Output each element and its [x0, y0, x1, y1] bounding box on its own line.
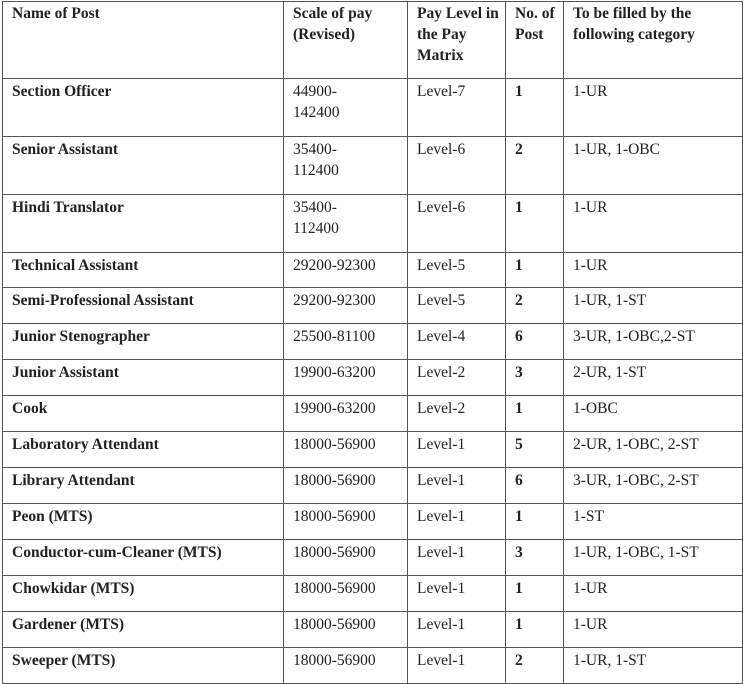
posts-table [2, 1, 743, 684]
pay-scale-cell: 29200-92300 [284, 288, 408, 324]
category-cell: 2-UR, 1-OBC, 2-ST [564, 432, 743, 468]
post-name-cell: Junior Assistant [3, 360, 284, 396]
table-row [3, 468, 743, 504]
post-name-cell: Junior Stenographer [3, 324, 284, 360]
pay-scale-cell: 18000-56900 [284, 612, 408, 648]
category-cell: 3-UR, 1-OBC,2-ST [564, 324, 743, 360]
category-cell: 1-UR [564, 253, 743, 288]
post-count-cell: 6 [506, 324, 564, 360]
post-name-cell: Peon (MTS) [3, 504, 284, 540]
post-count-cell: 1 [506, 79, 564, 137]
pay-level-cell: Level-1 [408, 504, 506, 540]
header-no-of-post: No. of Post [506, 2, 564, 79]
pay-level-cell: Level-2 [408, 360, 506, 396]
post-name-cell: Cook [3, 396, 284, 432]
category-cell: 1-UR, 1-OBC [564, 137, 743, 195]
pay-level-cell: Level-1 [408, 648, 506, 684]
pay-scale-cell: 29200-92300 [284, 253, 408, 288]
category-cell: 3-UR, 1-OBC, 2-ST [564, 468, 743, 504]
post-name-cell: Section Officer [3, 79, 284, 137]
pay-scale-cell: 18000-56900 [284, 540, 408, 576]
post-count-cell: 1 [506, 253, 564, 288]
pay-scale-cell: 25500-81100 [284, 324, 408, 360]
post-name-cell: Technical Assistant [3, 253, 284, 288]
table-row [3, 504, 743, 540]
pay-level-cell: Level-1 [408, 540, 506, 576]
post-count-cell: 2 [506, 288, 564, 324]
table-row [3, 432, 743, 468]
pay-level-cell: Level-6 [408, 195, 506, 253]
category-cell: 1-ST [564, 504, 743, 540]
pay-level-cell: Level-2 [408, 396, 506, 432]
header-scale-of-pay: Scale of pay (Revised) [284, 2, 408, 79]
post-count-cell: 6 [506, 468, 564, 504]
pay-scale-cell: 18000-56900 [284, 504, 408, 540]
post-name-cell: Library Attendant [3, 468, 284, 504]
table-row [3, 79, 743, 137]
category-cell: 1-UR [564, 576, 743, 612]
pay-scale-cell: 18000-56900 [284, 468, 408, 504]
pay-level-cell: Level-5 [408, 253, 506, 288]
pay-level-cell: Level-6 [408, 137, 506, 195]
pay-level-cell: Level-1 [408, 468, 506, 504]
post-count-cell: 3 [506, 360, 564, 396]
pay-level-cell: Level-5 [408, 288, 506, 324]
table-row [3, 360, 743, 396]
category-cell: 2-UR, 1-ST [564, 360, 743, 396]
category-cell: 1-UR, 1-OBC, 1-ST [564, 540, 743, 576]
post-count-cell: 1 [506, 504, 564, 540]
category-cell: 1-UR [564, 612, 743, 648]
pay-level-cell: Level-1 [408, 612, 506, 648]
post-count-cell: 3 [506, 540, 564, 576]
category-cell: 1-UR, 1-ST [564, 648, 743, 684]
post-name-cell: Chowkidar (MTS) [3, 576, 284, 612]
pay-scale-cell: 35400- 112400 [284, 195, 408, 253]
post-name-cell: Conductor-cum-Cleaner (MTS) [3, 540, 284, 576]
category-cell: 1-UR [564, 79, 743, 137]
table-body [3, 79, 743, 684]
table-row [3, 253, 743, 288]
table-row [3, 396, 743, 432]
table-row [3, 324, 743, 360]
header-category: To be filled by the following category [564, 2, 743, 79]
table-row [3, 288, 743, 324]
post-count-cell: 1 [506, 612, 564, 648]
header-name-of-post: Name of Post [3, 2, 284, 79]
pay-level-cell: Level-7 [408, 79, 506, 137]
pay-scale-cell: 19900-63200 [284, 360, 408, 396]
pay-level-cell: Level-4 [408, 324, 506, 360]
post-count-cell: 1 [506, 396, 564, 432]
table-row [3, 195, 743, 253]
pay-level-cell: Level-1 [408, 576, 506, 612]
pay-scale-cell: 18000-56900 [284, 648, 408, 684]
pay-scale-cell: 44900- 142400 [284, 79, 408, 137]
pay-scale-cell: 19900-63200 [284, 396, 408, 432]
category-cell: 1-UR [564, 195, 743, 253]
header-row [3, 2, 743, 79]
post-name-cell: Hindi Translator [3, 195, 284, 253]
post-count-cell: 2 [506, 137, 564, 195]
post-name-cell: Semi-Professional Assistant [3, 288, 284, 324]
pay-scale-cell: 35400- 112400 [284, 137, 408, 195]
table-row [3, 612, 743, 648]
table-row [3, 576, 743, 612]
post-count-cell: 2 [506, 648, 564, 684]
table-row [3, 137, 743, 195]
post-count-cell: 1 [506, 576, 564, 612]
header-pay-level: Pay Level in the Pay Matrix [408, 2, 506, 79]
table-row [3, 540, 743, 576]
pay-scale-cell: 18000-56900 [284, 432, 408, 468]
post-count-cell: 1 [506, 195, 564, 253]
table-row [3, 648, 743, 684]
pay-scale-cell: 18000-56900 [284, 576, 408, 612]
post-count-cell: 5 [506, 432, 564, 468]
table-header [3, 2, 743, 79]
category-cell: 1-OBC [564, 396, 743, 432]
pay-level-cell: Level-1 [408, 432, 506, 468]
category-cell: 1-UR, 1-ST [564, 288, 743, 324]
post-name-cell: Sweeper (MTS) [3, 648, 284, 684]
post-name-cell: Laboratory Attendant [3, 432, 284, 468]
post-name-cell: Senior Assistant [3, 137, 284, 195]
post-name-cell: Gardener (MTS) [3, 612, 284, 648]
